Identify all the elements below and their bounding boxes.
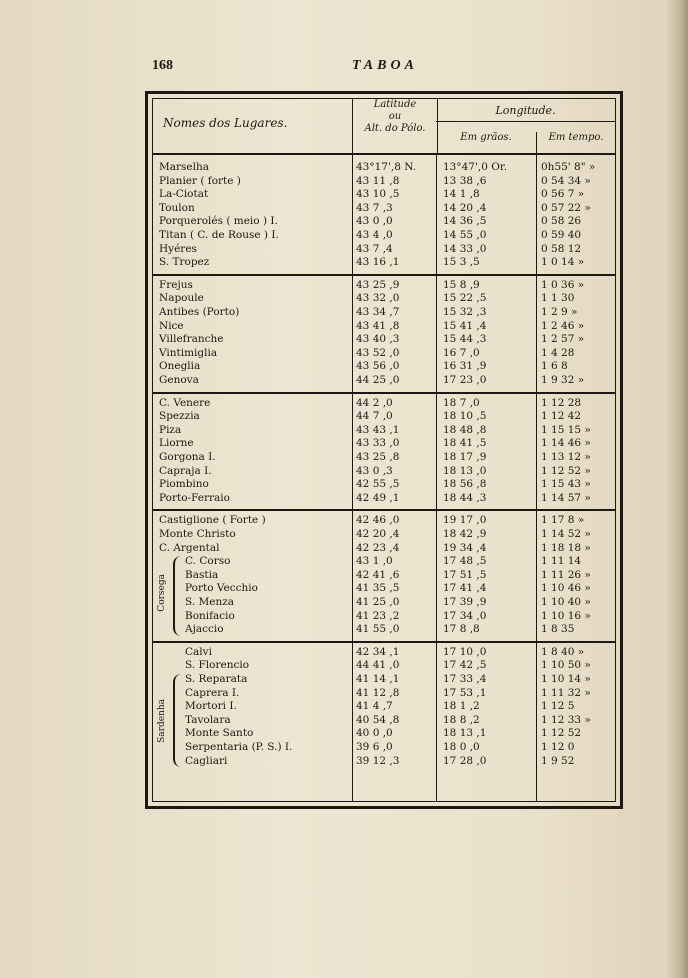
longitude-degrees-cell: 17 51 ,5 — [443, 568, 487, 581]
longitude-time-cell: 1 0 36 » — [541, 278, 585, 291]
longitude-time-cell: 1 14 52 » — [541, 528, 591, 540]
table-row — [153, 528, 615, 542]
longitude-degrees-cell: 17 10 ,0 — [443, 645, 487, 658]
header-longitude — [436, 99, 615, 153]
longitude-degrees-cell: 18 42 ,9 — [443, 528, 487, 540]
place-name: S. Reparata — [185, 673, 248, 685]
place-name: Monte Christo — [159, 528, 236, 540]
longitude-time-cell: 1 14 57 » — [541, 491, 591, 504]
latitude-cell: 42 55 ,5 — [356, 478, 400, 491]
place-name: C. Corso — [185, 555, 231, 568]
latitude-cell: 43 52 ,0 — [356, 346, 400, 359]
header-latitude — [352, 99, 438, 153]
place-name: Caprera I. — [185, 686, 240, 699]
page-header — [152, 58, 632, 78]
header-em-graos: Em grãos. — [460, 132, 512, 143]
table-row — [153, 514, 615, 528]
latitude-cell: 43 34 ,7 — [356, 306, 400, 318]
place-name: Frejus — [159, 278, 193, 291]
latitude-cell: 42 41 ,6 — [356, 568, 400, 581]
longitude-time-cell: 1 8 40 » — [541, 645, 585, 658]
group-separator — [153, 509, 615, 511]
longitude-degrees-cell: 17 28 ,0 — [443, 754, 487, 767]
longitude-time-cell: 1 11 32 » — [541, 686, 591, 699]
table-row — [153, 306, 615, 320]
table-row — [153, 659, 615, 673]
latitude-cell: 42 46 ,0 — [356, 514, 400, 527]
header-longitude-title: Longitude. — [495, 104, 556, 117]
longitude-time-cell: 1 12 33 » — [541, 713, 591, 726]
table-row — [153, 410, 615, 424]
table-row — [153, 374, 615, 388]
header-names: Nomes dos Lugares. — [163, 116, 288, 130]
table-row — [153, 202, 615, 216]
table-row — [153, 161, 615, 175]
longitude-degrees-cell: 19 34 ,4 — [443, 541, 487, 554]
latitude-cell: 43 1 ,0 — [356, 555, 393, 568]
table-row — [153, 360, 615, 374]
longitude-degrees-cell: 17 23 ,0 — [443, 374, 487, 386]
longitude-degrees-cell: 17 34 ,0 — [443, 609, 487, 622]
table-row — [153, 687, 615, 701]
longitude-time-cell: 1 10 46 » — [541, 582, 591, 595]
table-row — [153, 320, 615, 334]
table-row — [153, 596, 615, 610]
latitude-cell: 43 41 ,8 — [356, 319, 400, 332]
place-name: Calvi — [185, 645, 212, 658]
latitude-cell: 41 25 ,0 — [356, 596, 400, 608]
latitude-cell: 43 10 ,5 — [356, 188, 400, 201]
longitude-time-cell: 1 9 32 » — [541, 374, 585, 386]
latitude-cell: 39 12 ,3 — [356, 754, 400, 767]
longitude-time-cell: 1 18 18 » — [541, 541, 591, 554]
longitude-time-cell: 0 54 34 » — [541, 174, 591, 187]
place-name: La-Ciotat — [159, 188, 209, 201]
place-name: Tavolara — [185, 713, 231, 726]
header-rule — [436, 121, 615, 122]
latitude-cell: 42 34 ,1 — [356, 645, 400, 658]
latitude-cell: 43 32 ,0 — [356, 292, 400, 305]
place-name: Napoule — [159, 292, 204, 305]
book-spine-shadow — [666, 0, 688, 978]
latitude-cell: 41 14 ,1 — [356, 673, 400, 685]
latitude-cell: 41 4 ,7 — [356, 700, 393, 713]
longitude-degrees-cell: 15 22 ,5 — [443, 292, 487, 305]
longitude-degrees-cell: 16 7 ,0 — [443, 346, 480, 359]
table-row — [153, 673, 615, 687]
longitude-degrees-cell: 18 0 ,0 — [443, 741, 480, 753]
group-brace — [173, 674, 185, 767]
longitude-time-cell: 0h55' 8" » — [541, 161, 596, 173]
latitude-cell: 41 55 ,0 — [356, 623, 400, 636]
coordinates-table — [145, 91, 623, 809]
header-latitude-line1: Latitude — [373, 99, 417, 110]
place-name: Bastia — [185, 568, 219, 581]
latitude-cell: 43°17',8 N. — [356, 161, 417, 173]
latitude-cell: 44 7 ,0 — [356, 410, 393, 423]
place-name: Porto Vecchio — [185, 582, 258, 595]
longitude-time-cell: 0 58 12 — [541, 242, 582, 255]
longitude-degrees-cell: 17 8 ,8 — [443, 623, 480, 636]
longitude-degrees-cell: 17 41 ,4 — [443, 582, 487, 595]
longitude-time-cell: 1 1 30 — [541, 292, 575, 305]
place-name: S. Tropez — [159, 256, 210, 269]
longitude-degrees-cell: 18 13 ,1 — [443, 727, 487, 740]
longitude-degrees-cell: 13°47',0 Or. — [443, 161, 508, 173]
place-name: Liorne — [159, 437, 194, 450]
latitude-cell: 41 12 ,8 — [356, 686, 400, 699]
longitude-degrees-cell: 17 53 ,1 — [443, 686, 487, 699]
table-row — [153, 646, 615, 660]
table-row — [153, 555, 615, 569]
latitude-cell: 43 33 ,0 — [356, 437, 400, 450]
latitude-cell: 44 41 ,0 — [356, 659, 400, 672]
longitude-time-cell: 0 57 22 » — [541, 201, 591, 214]
table-row — [153, 610, 615, 624]
place-name: Antibes (Porto) — [159, 306, 240, 318]
place-name: Cagliari — [185, 754, 228, 767]
table-row — [153, 188, 615, 202]
longitude-degrees-cell: 18 44 ,3 — [443, 491, 487, 504]
longitude-time-cell: 1 12 52 — [541, 727, 582, 740]
longitude-degrees-cell: 13 38 ,6 — [443, 174, 487, 187]
table-row — [153, 741, 615, 755]
group-label: Sardenha — [157, 698, 167, 743]
place-name: Titan ( C. de Rouse ) I. — [159, 229, 279, 241]
longitude-time-cell: 1 10 50 » — [541, 659, 591, 672]
group-separator — [153, 641, 615, 643]
latitude-cell: 43 0 ,0 — [356, 215, 393, 228]
longitude-time-cell: 1 2 46 » — [541, 319, 585, 332]
table-row — [153, 333, 615, 347]
latitude-cell: 39 6 ,0 — [356, 741, 393, 753]
table-row — [153, 215, 615, 229]
page-number: 168 — [152, 58, 173, 73]
latitude-cell: 43 4 ,0 — [356, 229, 393, 241]
group-separator — [153, 392, 615, 394]
place-name: Piombino — [159, 478, 209, 491]
latitude-cell: 43 7 ,4 — [356, 242, 393, 255]
place-name: Oneglia — [159, 360, 201, 373]
place-name: Porquerolés ( meio ) I. — [159, 215, 278, 228]
table-row — [153, 256, 615, 270]
group-separator — [153, 274, 615, 276]
longitude-time-cell: 1 11 26 » — [541, 568, 591, 581]
place-name: Bonifacio — [185, 609, 235, 622]
longitude-time-cell: 1 15 43 » — [541, 478, 591, 491]
longitude-degrees-cell: 18 8 ,2 — [443, 713, 480, 726]
place-name: Porto-Ferraio — [159, 491, 230, 504]
longitude-time-cell: 1 2 57 » — [541, 333, 585, 346]
longitude-degrees-cell: 18 7 ,0 — [443, 396, 480, 409]
longitude-degrees-cell: 19 17 ,0 — [443, 514, 487, 527]
longitude-degrees-cell: 18 10 ,5 — [443, 410, 487, 423]
latitude-cell: 40 54 ,8 — [356, 713, 400, 726]
latitude-cell: 43 11 ,8 — [356, 174, 400, 187]
latitude-cell: 42 20 ,4 — [356, 528, 400, 540]
longitude-degrees-cell: 15 41 ,4 — [443, 319, 487, 332]
place-name: Castiglione ( Forte ) — [159, 514, 266, 527]
latitude-cell: 42 49 ,1 — [356, 491, 400, 504]
table-header — [153, 99, 615, 155]
place-name: Mortori I. — [185, 700, 237, 713]
table-row — [153, 542, 615, 556]
table-row — [153, 465, 615, 479]
table-row — [153, 437, 615, 451]
place-name: Gorgona I. — [159, 451, 216, 463]
latitude-cell: 42 23 ,4 — [356, 541, 400, 554]
table-row — [153, 623, 615, 637]
latitude-cell: 43 43 ,1 — [356, 423, 400, 436]
longitude-degrees-cell: 16 31 ,9 — [443, 360, 487, 373]
longitude-degrees-cell: 17 39 ,9 — [443, 596, 487, 608]
longitude-time-cell: 1 12 0 — [541, 741, 575, 753]
place-name: Planier ( forte ) — [159, 174, 241, 187]
latitude-cell: 43 0 ,3 — [356, 464, 393, 477]
table-row — [153, 243, 615, 257]
latitude-cell: 40 0 ,0 — [356, 727, 393, 740]
group-label: Corsega — [157, 574, 167, 612]
longitude-degrees-cell: 15 32 ,3 — [443, 306, 487, 318]
place-name: Capraja I. — [159, 464, 212, 477]
longitude-degrees-cell: 14 33 ,0 — [443, 242, 487, 255]
place-name: S. Florencio — [185, 659, 250, 672]
header-latitude-line2: ou — [388, 111, 402, 122]
longitude-degrees-cell: 18 48 ,8 — [443, 423, 487, 436]
longitude-time-cell: 1 0 14 » — [541, 256, 585, 269]
table-row — [153, 229, 615, 243]
latitude-cell: 43 25 ,9 — [356, 278, 400, 291]
table-row — [153, 424, 615, 438]
longitude-time-cell: 1 6 8 — [541, 360, 568, 373]
place-name: Toulon — [159, 201, 195, 214]
longitude-degrees-cell: 14 20 ,4 — [443, 201, 487, 214]
table-row — [153, 279, 615, 293]
place-name: Spezzia — [159, 410, 200, 423]
longitude-time-cell: 1 12 5 — [541, 700, 575, 713]
longitude-degrees-cell: 17 48 ,5 — [443, 555, 487, 568]
longitude-degrees-cell: 15 44 ,3 — [443, 333, 487, 346]
longitude-time-cell: 0 58 26 — [541, 215, 582, 228]
latitude-cell: 43 40 ,3 — [356, 333, 400, 346]
longitude-time-cell: 1 4 28 — [541, 346, 575, 359]
longitude-time-cell: 1 17 8 » — [541, 514, 585, 527]
longitude-time-cell: 1 2 9 » — [541, 306, 578, 318]
longitude-degrees-cell: 18 56 ,8 — [443, 478, 487, 491]
longitude-degrees-cell: 17 42 ,5 — [443, 659, 487, 672]
place-name: Vintimiglia — [159, 346, 218, 359]
header-latitude-line3: Alt. do Pólo. — [364, 123, 426, 134]
place-name: S. Menza — [185, 596, 235, 608]
table-row — [153, 755, 615, 769]
longitude-time-cell: 1 15 15 » — [541, 423, 591, 436]
table-row — [153, 569, 615, 583]
table-row — [153, 175, 615, 189]
longitude-time-cell: 1 10 14 » — [541, 673, 591, 685]
place-name: Marselha — [159, 161, 210, 173]
latitude-cell: 43 25 ,8 — [356, 451, 400, 463]
longitude-time-cell: 1 12 28 — [541, 396, 582, 409]
table-row — [153, 582, 615, 596]
place-name: Villefranche — [159, 333, 224, 346]
longitude-time-cell: 1 10 16 » — [541, 609, 591, 622]
table-row — [153, 714, 615, 728]
table-body — [152, 98, 616, 802]
table-row — [153, 727, 615, 741]
longitude-degrees-cell: 18 17 ,9 — [443, 451, 487, 463]
place-name: Hyéres — [159, 242, 197, 255]
longitude-time-cell: 1 8 35 — [541, 623, 575, 636]
longitude-time-cell: 0 59 40 — [541, 229, 582, 241]
place-name: Piza — [159, 423, 182, 436]
group-brace — [173, 556, 185, 636]
longitude-degrees-cell: 14 36 ,5 — [443, 215, 487, 228]
table-row — [153, 451, 615, 465]
table-row — [153, 478, 615, 492]
table-row — [153, 492, 615, 506]
latitude-cell: 41 35 ,5 — [356, 582, 400, 595]
place-name: Monte Santo — [185, 727, 254, 740]
running-title: TABOA — [352, 58, 418, 73]
latitude-cell: 41 23 ,2 — [356, 609, 400, 622]
place-name: C. Argental — [159, 541, 220, 554]
place-name: Nice — [159, 319, 184, 332]
header-em-tempo: Em tempo. — [536, 132, 615, 153]
latitude-cell: 44 25 ,0 — [356, 374, 400, 386]
latitude-cell: 43 56 ,0 — [356, 360, 400, 373]
longitude-time-cell: 1 12 42 — [541, 410, 582, 423]
longitude-degrees-cell: 18 41 ,5 — [443, 437, 487, 450]
table-row — [153, 397, 615, 411]
longitude-time-cell: 1 11 14 — [541, 555, 582, 568]
latitude-cell: 43 16 ,1 — [356, 256, 400, 269]
longitude-time-cell: 1 12 52 » — [541, 464, 591, 477]
place-name: C. Venere — [159, 396, 211, 409]
longitude-time-cell: 1 10 40 » — [541, 596, 591, 608]
longitude-degrees-cell: 15 3 ,5 — [443, 256, 480, 269]
place-name: Ajaccio — [185, 623, 224, 636]
table-row — [153, 347, 615, 361]
longitude-time-cell: 1 14 46 » — [541, 437, 591, 450]
table-row — [153, 700, 615, 714]
longitude-degrees-cell: 17 33 ,4 — [443, 673, 487, 685]
longitude-degrees-cell: 18 13 ,0 — [443, 464, 487, 477]
latitude-cell: 44 2 ,0 — [356, 396, 393, 409]
longitude-degrees-cell: 15 8 ,9 — [443, 278, 480, 291]
table-row — [153, 292, 615, 306]
longitude-degrees-cell: 18 1 ,2 — [443, 700, 480, 713]
longitude-time-cell: 0 56 7 » — [541, 188, 585, 201]
place-name: Serpentaria (P. S.) I. — [185, 741, 293, 753]
longitude-time-cell: 1 13 12 » — [541, 451, 591, 463]
longitude-degrees-cell: 14 55 ,0 — [443, 229, 487, 241]
longitude-time-cell: 1 9 52 — [541, 754, 575, 767]
place-name: Genova — [159, 374, 199, 386]
latitude-cell: 43 7 ,3 — [356, 201, 393, 214]
longitude-degrees-cell: 14 1 ,8 — [443, 188, 480, 201]
